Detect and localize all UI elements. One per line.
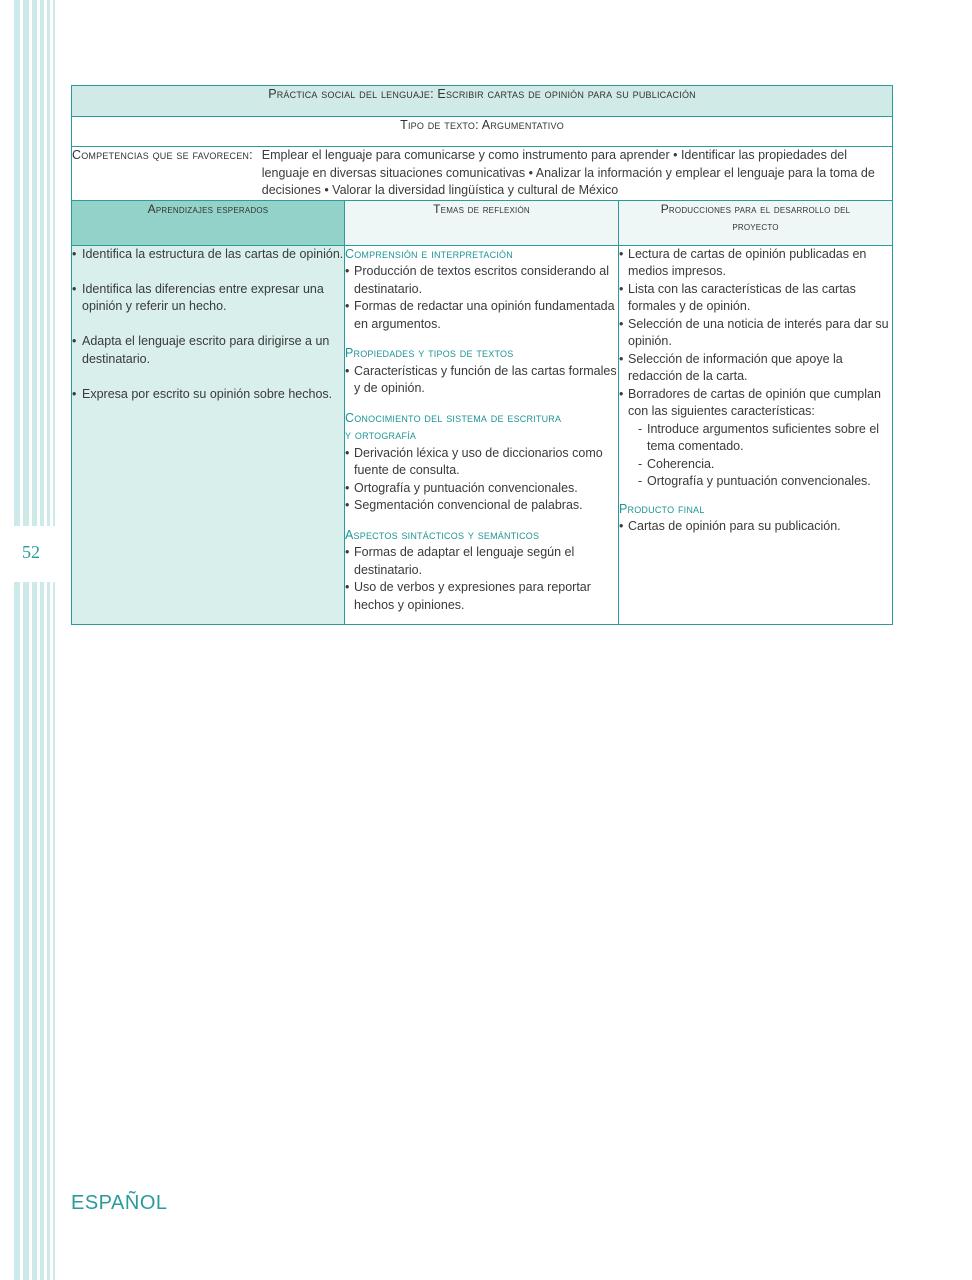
list-item: • Lectura de cartas de opinión publicadas en medios impresos. <box>619 246 892 281</box>
list-item: • Formas de adaptar el lenguaje según el destinatario. <box>345 544 618 579</box>
margin-stripe <box>53 0 55 1280</box>
curriculum-table <box>71 85 893 625</box>
topic-section-title: Conocimiento del sistema de escritura y ortografía <box>345 410 562 442</box>
list-item: • Producción de textos escritos considerando al destinatario. <box>345 263 618 298</box>
page-margin-stripes <box>0 0 60 1280</box>
practice-row <box>72 86 893 117</box>
sub-list-item: - Introduce argumentos suficientes sobre el tema comentado. <box>638 421 892 456</box>
final-product-title: Producto final <box>619 501 705 516</box>
topic-list <box>345 544 618 614</box>
margin-stripe <box>40 0 44 1280</box>
practice-title: Práctica social del lenguaje: Escribir cartas de opinión para su publicación <box>72 86 893 117</box>
topic-list <box>345 445 618 515</box>
list-item: • Derivación léxica y uso de diccionarios como fuente de consulta. <box>345 445 618 480</box>
productions-list <box>619 246 892 491</box>
list-item: • Formas de redactar una opinión fundamentada en argumentos. <box>345 298 618 333</box>
list-item: • Identifica las diferencias entre expresar una opinión y referir un hecho. <box>72 281 344 316</box>
topic-list <box>345 263 618 333</box>
list-item: • Uso de verbos y expresiones para reportar hechos y opiniones. <box>345 579 618 614</box>
topic-list <box>345 363 618 398</box>
topic-section-title: Comprensión e interpretación <box>345 246 513 261</box>
sub-list-item: - Coherencia. <box>638 456 892 474</box>
text-type: Tipo de texto: Argumentativo <box>72 117 893 147</box>
list-item: • Cartas de opinión para su publicación. <box>619 518 892 536</box>
column-header-row <box>72 200 893 245</box>
margin-stripe <box>23 0 29 1280</box>
list-item: • Identifica la estructura de las cartas de opinión. <box>72 246 344 264</box>
page-number: 52 <box>22 542 40 562</box>
header-productions <box>619 200 893 245</box>
margin-stripe <box>32 0 37 1280</box>
list-item: • Segmentación convencional de palabras. <box>345 497 618 515</box>
learning-column <box>72 245 345 624</box>
characteristics-list <box>628 421 892 491</box>
margin-stripe <box>14 0 20 1280</box>
learning-list <box>72 246 344 404</box>
footer-subject: ESPAÑOL <box>71 1192 168 1214</box>
topic-section-title: Aspectos sintácticos y semánticos <box>345 527 540 542</box>
list-item: • Adapta el lenguaje escrito para dirigirse a un destinatario. <box>72 333 344 368</box>
list-item: • Ortografía y puntuación convencionales. <box>345 480 618 498</box>
productions-column <box>619 245 893 624</box>
topic-section-title: Propiedades y tipos de textos <box>345 346 514 360</box>
topics-column <box>345 245 619 624</box>
competencies-row <box>72 147 893 201</box>
content-row <box>72 245 893 624</box>
text-type-row <box>72 117 893 147</box>
list-item: • Lista con las características de las cartas formales y de opinión. <box>619 281 892 316</box>
margin-stripe <box>47 0 50 1280</box>
header-learning: Aprendizajes esperados <box>72 200 345 245</box>
competencies-cell <box>72 147 893 201</box>
list-item: • Expresa por escrito su opinión sobre hechos. <box>72 386 344 404</box>
header-topics: Temas de reflexión <box>345 200 619 245</box>
list-item: • Selección de información que apoye la redacción de la carta. <box>619 351 892 386</box>
competencies-text: Emplear el lenguaje para comunicarse y como instrumento para aprender • Identificar las propiedades del lenguaje en diversas situaciones comunicativas • Analizar la información y emplear el lenguaje para la toma de decisiones • Valorar la diversidad lingüística y cultural de México <box>261 148 875 197</box>
list-item: • Características y función de las cartas formales y de opinión. <box>345 363 618 398</box>
list-item <box>619 386 892 491</box>
list-item-text: Borradores de cartas de opinión que cumplan con las siguientes características: <box>628 386 881 418</box>
final-product-list <box>619 518 892 536</box>
list-item: • Selección de una noticia de interés para dar su opinión. <box>619 316 892 351</box>
competencies-label: Competencias que se favorecen: <box>72 148 253 162</box>
sub-list-item: - Ortografía y puntuación convencionales. <box>638 473 892 491</box>
header-productions-text: Producciones para el desarrollo del proyecto <box>660 201 851 233</box>
